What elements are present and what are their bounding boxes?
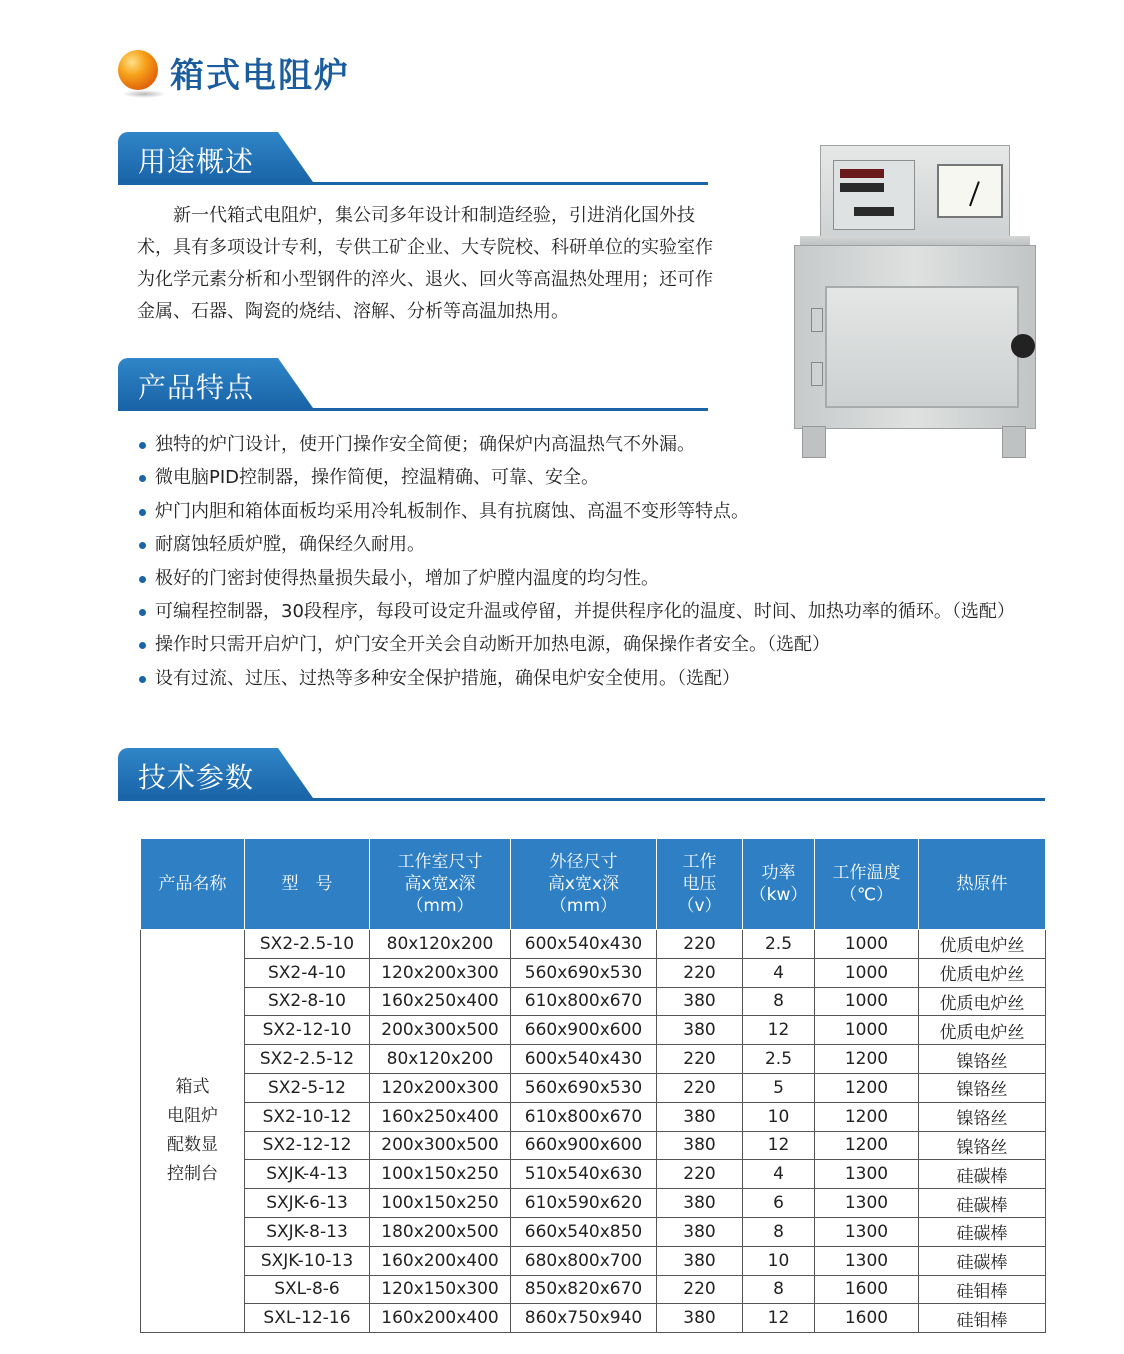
table-cell: 860x750x940 xyxy=(511,1304,657,1333)
feature-text: 操作时只需开启炉门，炉门安全开关会自动断开加热电源，确保操作者安全。（选配） xyxy=(155,634,830,656)
display-icon xyxy=(840,169,884,178)
table-cell: 380 xyxy=(657,1016,743,1045)
bullet-icon xyxy=(139,542,146,549)
table-cell: 560x690x530 xyxy=(511,1073,657,1102)
table-cell: 850x820x670 xyxy=(511,1275,657,1304)
page-title: 箱式电阻炉 xyxy=(170,56,350,96)
table-cell: 12 xyxy=(743,1016,815,1045)
controller-panel xyxy=(833,160,915,230)
column-header-line: （mm） xyxy=(549,896,618,916)
hinge-icon xyxy=(811,362,823,386)
column-header xyxy=(743,839,815,930)
bullet-icon xyxy=(139,576,146,583)
table-cell: SXJK-10-13 xyxy=(245,1246,370,1275)
table-row xyxy=(141,1304,1046,1333)
column-header-line: （kw） xyxy=(749,885,808,905)
list-item xyxy=(137,662,1015,695)
list-item xyxy=(137,495,1015,528)
table-cell: 220 xyxy=(657,1275,743,1304)
column-header-line: 高x宽x深 xyxy=(404,874,476,894)
table-cell: SXJK-4-13 xyxy=(245,1160,370,1189)
table-cell: 1300 xyxy=(815,1189,919,1218)
orb-shadow xyxy=(122,90,166,98)
table-cell: 硅碳棒 xyxy=(919,1189,1046,1218)
section-underline xyxy=(118,182,708,185)
furnace-body xyxy=(794,245,1036,429)
column-header xyxy=(815,839,919,930)
display-icon xyxy=(840,183,884,192)
display-icon xyxy=(854,207,894,216)
section-title-features: 产品特点 xyxy=(138,371,255,404)
table-cell: 220 xyxy=(657,1160,743,1189)
table-cell: 优质电炉丝 xyxy=(919,987,1046,1016)
table-cell: 600x540x430 xyxy=(511,930,657,959)
table-cell: 120x150x300 xyxy=(370,1275,511,1304)
table-cell: 660x900x600 xyxy=(511,1016,657,1045)
bullet-icon xyxy=(139,642,146,649)
table-cell: 1200 xyxy=(815,1073,919,1102)
table-cell: 硅钼棒 xyxy=(919,1275,1046,1304)
table-cell: 硅碳棒 xyxy=(919,1217,1046,1246)
column-header xyxy=(141,839,245,930)
table-cell: SXJK-6-13 xyxy=(245,1189,370,1218)
table-row xyxy=(141,1131,1046,1160)
table-cell: 12 xyxy=(743,1304,815,1333)
table-cell: 380 xyxy=(657,1102,743,1131)
table-cell: 380 xyxy=(657,1217,743,1246)
product-name-line: 箱式 xyxy=(175,1077,210,1098)
table-cell: 1200 xyxy=(815,1045,919,1074)
list-item xyxy=(137,562,1015,595)
table-cell: 600x540x430 xyxy=(511,1045,657,1074)
table-header-row xyxy=(141,839,1046,930)
column-header xyxy=(370,839,511,930)
table-cell: SX2-10-12 xyxy=(245,1102,370,1131)
table-cell: 镍铬丝 xyxy=(919,1073,1046,1102)
feature-text: 可编程控制器，30段程序，每段可设定升温或停留，并提供程序化的温度、时间、加热功率的循环。（选配） xyxy=(155,601,1015,623)
column-header-line: 高x宽x深 xyxy=(547,874,620,894)
table-cell: 4 xyxy=(743,1160,815,1189)
column-header-line: 热原件 xyxy=(956,874,1008,894)
table-cell: 220 xyxy=(657,958,743,987)
furnace-product-image xyxy=(788,140,1048,470)
table-cell: 610x800x670 xyxy=(511,1102,657,1131)
table-row xyxy=(141,987,1046,1016)
intro-paragraph: 新一代箱式电阻炉，集公司多年设计和制造经验，引进消化国外技术，具有多项设计专利，专供工矿企业、大专院校、科研单位的实验室作为化学元素分析和小型钢件的淬火、退火、回火等高温热处理用；还可作金属、石器、陶瓷的烧结、溶解、分析等高温加热用。 xyxy=(137,205,713,322)
column-header-line: 工作室尺寸 xyxy=(397,852,483,872)
furnace-leg xyxy=(1002,426,1026,458)
table-cell: 1600 xyxy=(815,1304,919,1333)
bullet-icon xyxy=(139,442,146,449)
column-header-line: （℃） xyxy=(839,885,894,905)
section-title-specs: 技术参数 xyxy=(138,761,255,794)
table-cell: 优质电炉丝 xyxy=(919,930,1046,959)
table-cell: 380 xyxy=(657,1304,743,1333)
table-cell: 160x250x400 xyxy=(370,1102,511,1131)
table-cell: 160x200x400 xyxy=(370,1304,511,1333)
table-cell: 610x800x670 xyxy=(511,987,657,1016)
list-item xyxy=(137,528,1015,561)
product-name-line: 配数显 xyxy=(167,1135,218,1156)
table-cell: 10 xyxy=(743,1102,815,1131)
meter-needle xyxy=(969,181,980,206)
list-item xyxy=(137,628,1015,661)
hinge-icon xyxy=(811,308,823,332)
table-cell: 镍铬丝 xyxy=(919,1102,1046,1131)
table-cell: 1600 xyxy=(815,1275,919,1304)
table-cell: SX2-2.5-12 xyxy=(245,1045,370,1074)
column-header-line: 功率 xyxy=(761,863,796,883)
column-header xyxy=(245,839,370,930)
table-cell: 1000 xyxy=(815,1016,919,1045)
table-cell: 380 xyxy=(657,1189,743,1218)
product-name-cell xyxy=(141,930,245,1333)
table-cell: 6 xyxy=(743,1189,815,1218)
table-cell: 80x120x200 xyxy=(370,930,511,959)
table-cell: SX2-4-10 xyxy=(245,958,370,987)
table-row xyxy=(141,1016,1046,1045)
table-cell: 660x900x600 xyxy=(511,1131,657,1160)
table-cell: 8 xyxy=(743,987,815,1016)
table-cell: 2.5 xyxy=(743,930,815,959)
table-cell: SX2-8-10 xyxy=(245,987,370,1016)
bullet-icon xyxy=(139,609,146,616)
table-cell: 510x540x630 xyxy=(511,1160,657,1189)
column-header-line: 工作 xyxy=(682,852,717,872)
table-cell: 100x150x250 xyxy=(370,1189,511,1218)
feature-text: 微电脑PID控制器，操作简便，控温精确、可靠、安全。 xyxy=(155,467,600,489)
table-row xyxy=(141,1246,1046,1275)
table-cell: 180x200x500 xyxy=(370,1217,511,1246)
table-cell: 硅碳棒 xyxy=(919,1246,1046,1275)
feature-text: 设有过流、过压、过热等多种安全保护措施，确保电炉安全使用。（选配） xyxy=(155,667,740,689)
spec-table xyxy=(140,838,1046,1333)
table-row xyxy=(141,1160,1046,1189)
table-cell: 560x690x530 xyxy=(511,958,657,987)
table-row xyxy=(141,1102,1046,1131)
table-cell: 10 xyxy=(743,1246,815,1275)
table-cell: 优质电炉丝 xyxy=(919,958,1046,987)
table-cell: 610x590x620 xyxy=(511,1189,657,1218)
section-title-usage: 用途概述 xyxy=(138,145,255,178)
table-cell: 8 xyxy=(743,1275,815,1304)
table-cell: SX2-12-10 xyxy=(245,1016,370,1045)
table-cell: SXL-12-16 xyxy=(245,1304,370,1333)
table-cell: 镍铬丝 xyxy=(919,1131,1046,1160)
table-cell: 160x250x400 xyxy=(370,987,511,1016)
column-header-line: 型 号 xyxy=(281,874,333,894)
table-cell: 1300 xyxy=(815,1246,919,1275)
table-row xyxy=(141,930,1046,959)
table-cell: 380 xyxy=(657,1131,743,1160)
bullet-icon xyxy=(139,676,146,683)
table-cell: 660x540x850 xyxy=(511,1217,657,1246)
feature-text: 极好的门密封使得热量损失最小，增加了炉膛内温度的均匀性。 xyxy=(155,567,659,589)
section-underline xyxy=(118,798,1045,801)
table-row xyxy=(141,1275,1046,1304)
column-header-line: 工作温度 xyxy=(832,863,901,883)
table-cell: 200x300x500 xyxy=(370,1131,511,1160)
table-row xyxy=(141,1217,1046,1246)
table-cell: 1200 xyxy=(815,1131,919,1160)
table-cell: SX2-12-12 xyxy=(245,1131,370,1160)
product-name-line: 电阻炉 xyxy=(167,1106,218,1127)
table-cell: 1000 xyxy=(815,987,919,1016)
table-cell: 4 xyxy=(743,958,815,987)
table-cell: 380 xyxy=(657,987,743,1016)
table-row xyxy=(141,1045,1046,1074)
table-cell: 8 xyxy=(743,1217,815,1246)
table-cell: 220 xyxy=(657,930,743,959)
table-cell: 100x150x250 xyxy=(370,1160,511,1189)
table-cell: 380 xyxy=(657,1246,743,1275)
column-header-line: 电压 xyxy=(682,874,717,894)
table-cell: SXJK-8-13 xyxy=(245,1217,370,1246)
table-cell: 1200 xyxy=(815,1102,919,1131)
table-body xyxy=(141,930,1046,1333)
table-cell: 220 xyxy=(657,1045,743,1074)
table-cell: 120x200x300 xyxy=(370,958,511,987)
table-cell: 硅碳棒 xyxy=(919,1160,1046,1189)
table-cell: 2.5 xyxy=(743,1045,815,1074)
table-cell: 160x200x400 xyxy=(370,1246,511,1275)
table-cell: 1300 xyxy=(815,1217,919,1246)
bullet-icon xyxy=(139,509,146,516)
bullet-icon xyxy=(139,475,146,482)
table-cell: SX2-5-12 xyxy=(245,1073,370,1102)
table-cell: 220 xyxy=(657,1073,743,1102)
table-cell: 1000 xyxy=(815,958,919,987)
table-row xyxy=(141,1189,1046,1218)
feature-text: 耐腐蚀轻质炉膛，确保经久耐用。 xyxy=(155,534,425,556)
table-cell: 1300 xyxy=(815,1160,919,1189)
column-header-line: 产品名称 xyxy=(158,874,227,894)
section-underline xyxy=(118,408,708,411)
orange-orb-icon xyxy=(118,50,158,90)
ammeter-icon xyxy=(937,164,1003,218)
furnace-leg xyxy=(802,426,826,458)
table-cell: 12 xyxy=(743,1131,815,1160)
door-knob-icon xyxy=(1011,334,1035,358)
table-cell: 优质电炉丝 xyxy=(919,1016,1046,1045)
column-header-line: （mm） xyxy=(406,896,474,916)
table-row xyxy=(141,1073,1046,1102)
table-cell: 硅钼棒 xyxy=(919,1304,1046,1333)
table-row xyxy=(141,958,1046,987)
column-header xyxy=(657,839,743,930)
control-box xyxy=(820,145,1010,240)
table-cell: SXL-8-6 xyxy=(245,1275,370,1304)
feature-text: 炉门内胆和箱体面板均采用冷轧板制作、具有抗腐蚀、高温不变形等特点。 xyxy=(155,500,749,522)
feature-text: 独特的炉门设计，使开门操作安全简便；确保炉内高温热气不外漏。 xyxy=(155,434,695,455)
product-name-line: 控制台 xyxy=(167,1164,218,1185)
column-header xyxy=(919,839,1046,930)
table-cell: 镍铬丝 xyxy=(919,1045,1046,1074)
column-header-line: 外径尺寸 xyxy=(549,852,618,872)
furnace-door xyxy=(825,286,1019,408)
table-cell: 80x120x200 xyxy=(370,1045,511,1074)
list-item xyxy=(137,595,1015,628)
table-cell: 680x800x700 xyxy=(511,1246,657,1275)
table-cell: 1000 xyxy=(815,930,919,959)
table-cell: 200x300x500 xyxy=(370,1016,511,1045)
table-cell: SX2-2.5-10 xyxy=(245,930,370,959)
table-cell: 120x200x300 xyxy=(370,1073,511,1102)
table-cell: 5 xyxy=(743,1073,815,1102)
column-header-line: （v） xyxy=(677,896,722,916)
column-header xyxy=(511,839,657,930)
